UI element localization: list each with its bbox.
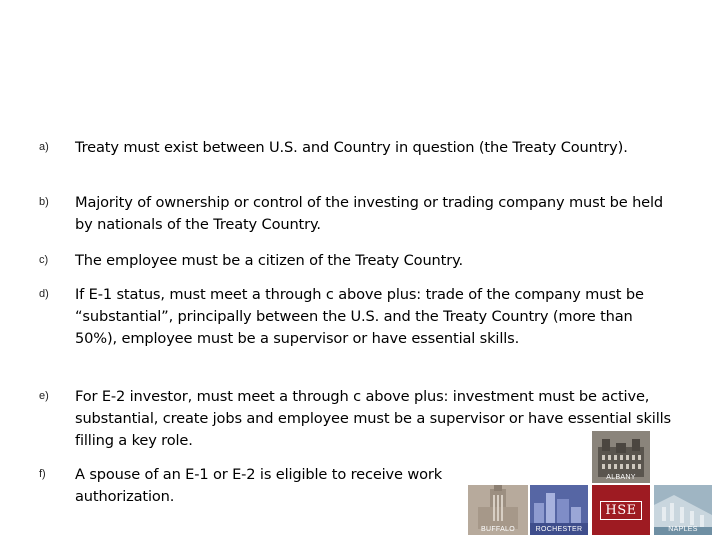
rochester-caption: ROCHESTER xyxy=(535,526,583,533)
list-marker: b) xyxy=(39,196,49,208)
hse-logo-box: HSE xyxy=(600,501,641,520)
list-item-text: A spouse of an E-1 or E-2 is eligible to receive work authorization. xyxy=(75,466,443,505)
albany-caption: ALBANY xyxy=(606,474,636,481)
buffalo-caption: BUFFALO xyxy=(481,526,515,533)
list-marker: f) xyxy=(39,468,46,480)
rochester-photo xyxy=(530,485,588,535)
list-item-text: For E-2 investor, must meet a through c above plus: investment must be active, substantial, create jobs and employee must be a supervisor or have essential skills filling a key role. xyxy=(75,388,671,449)
naples-photo xyxy=(654,485,712,535)
list-marker: c) xyxy=(39,254,49,266)
list-marker: d) xyxy=(39,288,49,300)
naples-caption: NAPLES xyxy=(668,526,698,533)
list-item-text: Treaty must exist between U.S. and Country in question (the Treaty Country). xyxy=(75,139,628,156)
buffalo-photo xyxy=(468,485,528,535)
list-marker: e) xyxy=(39,390,49,402)
list-item-text: If E-1 status, must meet a through c above plus: trade of the company must be “substantial”, principally between the U.S. and the Treaty Country (more than 50%), employee must be a supervisor or have essential skills. xyxy=(75,286,644,347)
hse-logo xyxy=(592,485,650,535)
list-marker: a) xyxy=(39,141,49,153)
list-item-text: Majority of ownership or control of the investing or trading company must be held by nationals of the Treaty Country. xyxy=(75,194,664,233)
list-item-text: The employee must be a citizen of the Treaty Country. xyxy=(75,252,463,269)
albany-photo xyxy=(592,431,650,483)
